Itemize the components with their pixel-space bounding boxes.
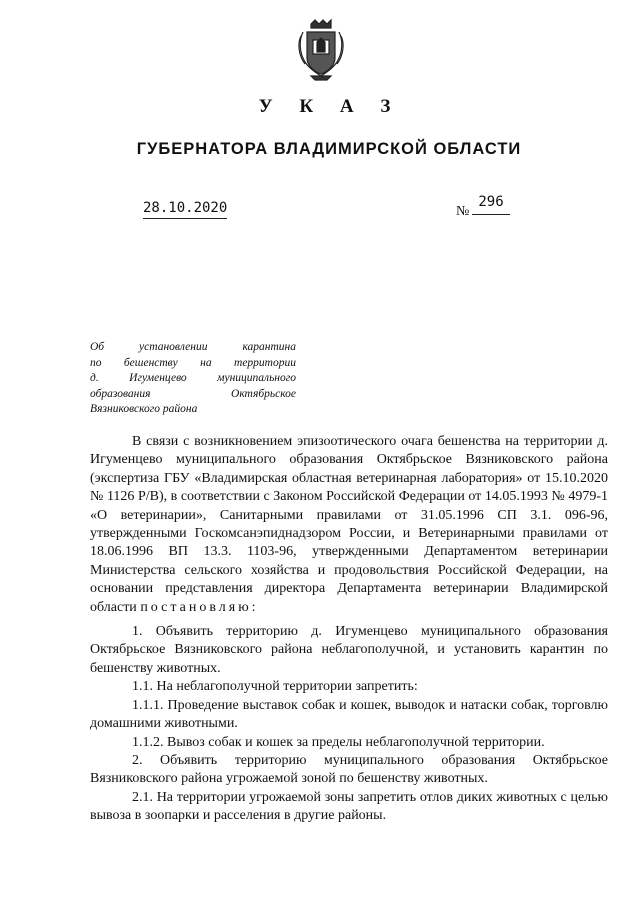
subject-line: образования Октябрьское (90, 387, 296, 400)
item-paragraph: 1.1.2. Вывоз собак и кошек за пределы неблагополучной территории. (132, 734, 545, 750)
item-paragraph: 1.1.1. Проведение выставок собак и кошек, выводок и натаски собак, торговлю домашними животными. (90, 697, 608, 732)
decree-body (90, 433, 608, 826)
coat-of-arms-icon (297, 18, 345, 82)
subject-line: Об установлении карантина (90, 341, 296, 353)
item-paragraph: 2. Объявить территорию муниципального образования Октябрьское Вязниковского района угрожаемой зоной по бешенству животных. (90, 752, 608, 787)
subject-line: по бешенству на территории (90, 356, 296, 369)
item-paragraph: 1. Объявить территорию д. Игуменцево муниципального образования Октябрьское Вязниковского района неблагополучной, и установить карантин по бешенству животных. (90, 624, 608, 676)
decree-word: постановляю: (140, 599, 259, 615)
decree-subject (90, 340, 296, 418)
decree-number: 296 (472, 194, 510, 215)
decree-date: 28.10.2020 (143, 200, 227, 219)
preamble-paragraph (90, 433, 608, 617)
item-paragraph: 1.1. На неблагополучной территории запретить: (132, 679, 418, 695)
preamble-text: В связи с возникновением эпизоотического очага бешенства на территории д. Игуменцево муниципального образования Октябрьское Вязниковского района (экспертиза ГБУ «Владимирская областная ветеринарная лаборатория» от 15.10.2020 № 1126 Р/В), в соответствии с Законом Российской Федерации от 14.05.1993 № 4979-1 «О ветеринарии», Санитарными правилами от 31.05.1996 СП 3.1. 096-96, утвержденными Госкомсанэпиднадзором России, и Ветеринарными правилами от 18.06.1996 ВП 13.3. 1103-96, утвержденными Департаментом ветеринарии Министерства сельского хозяйства и продовольствия Российской Федерации, на основании представления директора Департамента ветеринарии Владимирской области (90, 434, 608, 615)
item-paragraph: 2.1. На территории угрожаемой зоны запретить отлов диких животных с целью вывоза в зоопарки и расселения в другие районы. (90, 789, 608, 824)
number-label: № (456, 204, 470, 219)
document-title: У К А З (258, 96, 402, 117)
subject-line: д. Игуменцево муниципального (90, 372, 296, 384)
subject-line: Вязниковского района (90, 403, 198, 415)
document-subtitle: ГУБЕРНАТОРА ВЛАДИМИРСКОЙ ОБЛАСТИ (136, 140, 522, 158)
